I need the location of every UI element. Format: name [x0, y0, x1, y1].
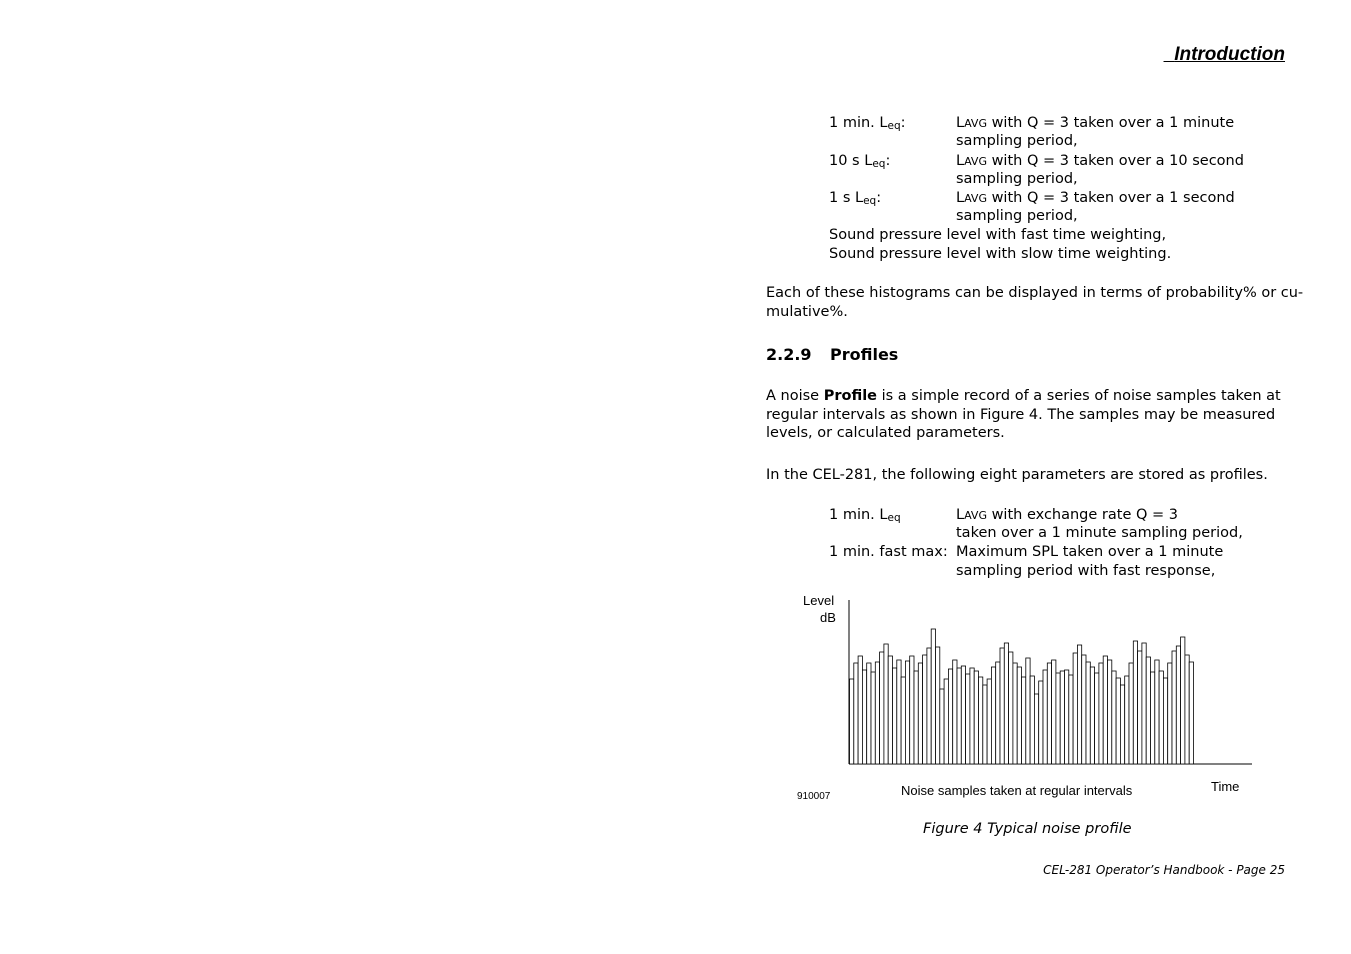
list1-desc-2-cont: sampling period, — [956, 171, 1078, 187]
section-heading — [766, 345, 898, 364]
chart-bar — [1009, 652, 1013, 764]
chart-bar — [1129, 663, 1133, 764]
list1-desc-3-cont: sampling period, — [956, 208, 1078, 224]
chart-bar — [966, 674, 970, 764]
chart-bar — [901, 677, 905, 764]
chart-bar — [1142, 643, 1146, 764]
chart-bar — [1086, 662, 1090, 764]
chart-bar — [867, 663, 871, 764]
chart-bar — [854, 663, 858, 764]
chart-bar — [1116, 678, 1120, 764]
list2-desc-1-cont: taken over a 1 minute sampling period, — [956, 525, 1243, 541]
chart-bar — [996, 662, 1000, 764]
chart-bar — [1189, 662, 1193, 764]
figure-id: 910007 — [797, 791, 831, 802]
chart-bar — [893, 668, 897, 764]
chart-bar — [923, 655, 927, 764]
figure-xlabel: Noise samples taken at regular intervals — [901, 783, 1133, 798]
chart-bar — [991, 667, 995, 764]
figure-ylabel-level: Level — [803, 593, 835, 608]
figure-ylabel-db: dB — [820, 610, 836, 625]
chart-bar — [1095, 673, 1099, 764]
chart-bar — [944, 679, 948, 764]
list2-term-2: 1 min. fast max: — [829, 544, 948, 560]
chart-bar — [1133, 641, 1137, 764]
chart-bar — [1056, 673, 1060, 764]
chart-bars — [850, 629, 1194, 764]
chart-bar — [1176, 646, 1180, 764]
list1-desc-3: LAVG with Q = 3 taken over a 1 second — [956, 190, 1235, 206]
chart-bar — [1069, 675, 1073, 764]
chart-bar — [1120, 685, 1124, 764]
page-footer: CEL-281 Operator’s Handbook - Page 25 — [1043, 863, 1285, 877]
list2-desc-1: LAVG with exchange rate Q = 3 — [956, 507, 1178, 523]
chart-bar — [918, 663, 922, 764]
list1-desc-1: LAVG with Q = 3 taken over a 1 minute — [956, 115, 1235, 131]
chart-bar — [862, 670, 866, 764]
chart-bar — [1108, 660, 1112, 764]
chart-bar — [1099, 663, 1103, 764]
figure-caption: Figure 4 Typical noise profile — [923, 821, 1132, 837]
chart-bar — [884, 644, 888, 764]
chart-bar — [914, 671, 918, 764]
profile-bold-term: Profile — [823, 388, 877, 404]
chart-bar — [1043, 670, 1047, 764]
chart-bar — [1082, 655, 1086, 764]
list1-extra-2: Sound pressure level with slow time weighting. — [829, 246, 1172, 262]
chart-bar — [1065, 670, 1069, 764]
chart-bar — [1168, 663, 1172, 764]
list1-desc-1-cont: sampling period, — [956, 133, 1078, 149]
chart-bar — [888, 656, 892, 764]
list2-term-1: 1 min. $L_{eq}$ — [829, 507, 901, 524]
chart-bar — [1000, 648, 1004, 764]
chart-bar — [875, 662, 879, 764]
chart-bar — [910, 656, 914, 764]
chart-bar — [1112, 671, 1116, 764]
chart-bar — [1030, 676, 1034, 764]
chart-bar — [858, 656, 862, 764]
chart-bar — [1017, 667, 1021, 764]
chart-bar — [1138, 651, 1142, 764]
chart-bar — [880, 652, 884, 764]
chart-bar — [871, 672, 875, 764]
list1-extra-1: Sound pressure level with fast time weighting, — [829, 227, 1167, 243]
noise-profile-chart — [840, 595, 1260, 775]
cel-paragraph: In the CEL-281, the following eight parameters are stored as profiles. — [766, 467, 1268, 483]
chart-bar — [1185, 655, 1189, 764]
chart-bar — [1181, 637, 1185, 764]
list2-desc-2: Maximum SPL taken over a 1 minute — [956, 544, 1224, 560]
histogram-paragraph-line1: Each of these histograms can be displayed in terms of probability% or cu- — [766, 285, 1304, 301]
chart-bar — [897, 660, 901, 764]
chart-bar — [983, 685, 987, 764]
chart-bar — [948, 669, 952, 764]
chart-bar — [953, 660, 957, 764]
chart-bar — [1172, 651, 1176, 764]
chart-bar — [979, 677, 983, 764]
chart-bar — [1103, 656, 1107, 764]
section-title: Profiles — [830, 345, 899, 364]
chart-bar — [970, 668, 974, 764]
profile-paragraph: A noise Profile is a simple record of a series of noise samples taken at regular intervals as shown in Figure 4. The samples may be measured levels, or calculated parameters. — [766, 388, 1281, 441]
chart-bar — [1039, 681, 1043, 764]
chart-bar — [1034, 694, 1038, 764]
chart-bar — [1073, 653, 1077, 764]
chart-bar — [1151, 672, 1155, 764]
list1-term-2: 10 s $L_{eq}$: — [829, 153, 891, 170]
chart-bar — [1163, 678, 1167, 764]
chart-bar — [936, 647, 940, 764]
page-header-title: Introduction — [1174, 44, 1285, 65]
chart-bar — [850, 679, 854, 764]
histogram-paragraph-line2: mulative%. — [766, 304, 848, 320]
chart-bar — [1047, 663, 1051, 764]
chart-bar — [1146, 657, 1150, 764]
chart-bar — [1022, 677, 1026, 764]
chart-bar — [1004, 643, 1008, 764]
list1-desc-2: LAVG with Q = 3 taken over a 10 second — [956, 153, 1244, 169]
chart-bar — [1052, 660, 1056, 764]
chart-bar — [905, 661, 909, 764]
chart-bar — [927, 648, 931, 764]
chart-bar — [974, 671, 978, 764]
chart-bar — [1125, 676, 1129, 764]
chart-bar — [940, 689, 944, 764]
chart-bar — [987, 679, 991, 764]
list1-term-3: 1 s $L_{eq}$: — [829, 190, 882, 207]
chart-bar — [1155, 660, 1159, 764]
figure-time-label: Time — [1211, 779, 1240, 794]
chart-bar — [1013, 663, 1017, 764]
list1-term-1: 1 min. $L_{eq}$: — [829, 115, 906, 132]
chart-bar — [1090, 667, 1094, 764]
chart-bar — [1060, 671, 1064, 764]
list2-desc-2-cont: sampling period with fast response, — [956, 563, 1216, 579]
chart-bar — [931, 629, 935, 764]
chart-bar — [961, 666, 965, 764]
chart-bar — [1159, 671, 1163, 764]
section-number: 2.2.9 — [766, 345, 812, 364]
chart-bar — [957, 668, 961, 764]
chart-bar — [1026, 658, 1030, 764]
chart-bar — [1077, 645, 1081, 764]
